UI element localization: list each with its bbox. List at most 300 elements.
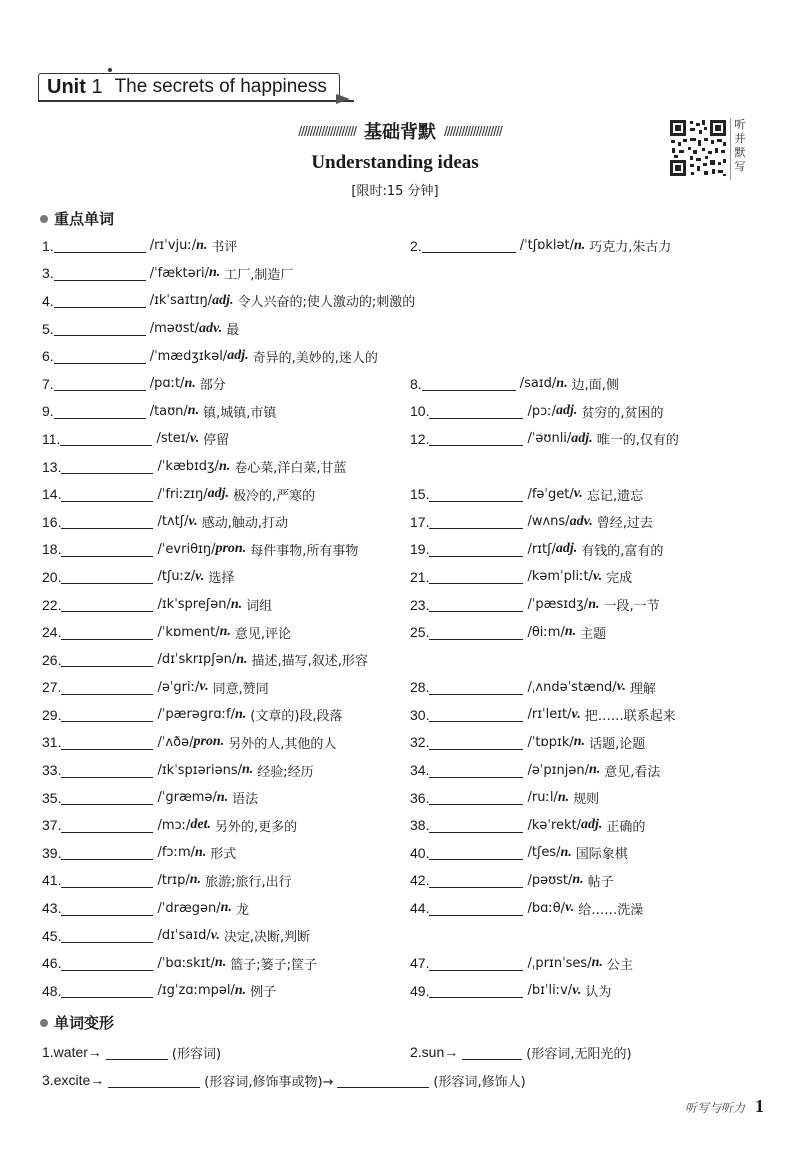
- part-of-speech: n.: [557, 789, 570, 805]
- meaning: (文章的)段,段落: [250, 709, 343, 725]
- item-number: 11.: [42, 430, 61, 447]
- meaning: 意见,评论: [234, 626, 292, 642]
- phonetic: /ˈgræmə/: [157, 790, 217, 806]
- phonetic: /dɪˈsaɪd/: [157, 928, 211, 944]
- answer-blank[interactable]: [429, 487, 523, 502]
- part-of-speech: v.: [189, 430, 200, 446]
- vocab-entry: [410, 563, 632, 591]
- phonetic: /ˈkɒment/: [157, 624, 220, 640]
- phonetic: /ˈʌðə/: [157, 734, 194, 750]
- time-limit: [限时:15 分钟]: [351, 184, 439, 199]
- phonetic: /pəʊst/: [527, 872, 573, 888]
- vocab-entry: [410, 784, 599, 812]
- vocab-entry: [42, 977, 276, 1005]
- item-number: 31.: [42, 734, 62, 751]
- item-number: 3.: [42, 265, 54, 282]
- meaning: 另外的人,其他的人: [228, 736, 337, 752]
- vocab-entry: [42, 839, 236, 867]
- phonetic: /trɪp/: [157, 872, 190, 888]
- meaning: 贫穷的,贫困的: [581, 405, 664, 421]
- vocab-entry: [410, 949, 633, 977]
- answer-blank[interactable]: [61, 487, 153, 502]
- part-of-speech: adj.: [555, 541, 578, 557]
- vocab-entry: [410, 729, 645, 757]
- vocab-row: [0, 922, 800, 950]
- answer-blank[interactable]: [61, 707, 153, 722]
- answer-blank[interactable]: [61, 763, 153, 778]
- answer-blank[interactable]: [61, 514, 153, 529]
- word-form-prefix: 3.excite→: [42, 1072, 105, 1088]
- vocab-entry: [410, 480, 643, 508]
- vocab-row: [0, 563, 800, 591]
- answer-blank[interactable]: [429, 845, 523, 860]
- meaning: 描述,描写,叙述,形容: [251, 654, 368, 670]
- answer-blank[interactable]: [54, 404, 146, 419]
- part-of-speech: n.: [560, 844, 572, 860]
- phonetic: /θiːm/: [527, 624, 565, 640]
- vocab-entry: [410, 398, 664, 426]
- vocab-entry: [42, 398, 276, 426]
- part-of-speech: adj.: [207, 486, 229, 502]
- word-form-item-1: [42, 1043, 221, 1062]
- meaning: 极冷的,严寒的: [233, 488, 316, 504]
- item-number: 36.: [410, 789, 430, 806]
- vocab-row: [0, 867, 800, 895]
- qr-side-char: 并: [734, 132, 746, 145]
- item-number: 45.: [42, 927, 62, 944]
- part-of-speech: v.: [565, 900, 575, 916]
- answer-blank[interactable]: [61, 569, 153, 584]
- answer-blank[interactable]: [429, 763, 523, 778]
- part-of-speech: det.: [190, 817, 212, 833]
- unit-underline: [38, 100, 354, 102]
- answer-blank[interactable]: [429, 514, 523, 529]
- phonetic: /ɪkˈspɪəriəns/: [157, 762, 242, 778]
- answer-blank[interactable]: [54, 266, 146, 281]
- answer-blank[interactable]: [429, 901, 523, 916]
- meaning: 给……洗澡: [578, 902, 644, 918]
- answer-blank[interactable]: [54, 349, 146, 364]
- meaning: 规则: [573, 792, 600, 808]
- part-of-speech: n.: [208, 265, 221, 281]
- bullet-dot-icon: [40, 1019, 48, 1027]
- item-number: 14.: [42, 486, 62, 503]
- answer-blank[interactable]: [61, 845, 153, 860]
- word-form-prefix: 1.water→: [42, 1044, 102, 1060]
- item-number: 40.: [410, 844, 430, 861]
- part-of-speech: n.: [187, 403, 200, 419]
- vocab-entry: [410, 756, 660, 784]
- vocab-entry: [410, 701, 676, 729]
- meaning: 完成: [606, 571, 633, 587]
- answer-blank[interactable]: [429, 790, 523, 805]
- item-number: 35.: [42, 789, 62, 806]
- part-of-speech: n.: [214, 955, 227, 971]
- part-of-speech: n.: [218, 458, 231, 474]
- part-of-speech: n.: [195, 844, 207, 860]
- answer-blank[interactable]: [61, 680, 153, 695]
- vocab-row: [0, 839, 800, 867]
- item-number: 7.: [42, 375, 54, 392]
- answer-blank[interactable]: [422, 376, 516, 391]
- word-form-hint: (形容词,无阳光的): [526, 1046, 632, 1062]
- answer-blank[interactable]: [61, 597, 153, 612]
- item-number: 30.: [410, 706, 430, 723]
- vocab-entry: [42, 618, 291, 646]
- phonetic: /ɪkˈsaɪtɪŋ/: [149, 293, 213, 309]
- vocab-row: [0, 287, 800, 315]
- answer-blank[interactable]: [61, 873, 153, 888]
- answer-blank[interactable]: [429, 597, 523, 612]
- answer-blank[interactable]: [61, 983, 153, 998]
- qr-side-char: 默: [734, 146, 746, 159]
- part-of-speech: adj.: [556, 403, 578, 419]
- part-of-speech: adv.: [199, 320, 223, 336]
- phonetic: /məʊst/: [149, 321, 200, 337]
- answer-blank[interactable]: [61, 735, 153, 750]
- answer-blank[interactable]: [429, 625, 523, 640]
- phonetic: /wʌns/: [527, 514, 570, 530]
- category-key-words: [40, 208, 114, 229]
- item-number: 26.: [42, 651, 62, 668]
- answer-blank[interactable]: [54, 321, 146, 336]
- word-forms-list: [42, 1038, 762, 1094]
- phonetic: /steɪ/: [156, 431, 190, 447]
- unit-arrow-icon: [336, 94, 350, 104]
- meaning: 停留: [203, 433, 230, 449]
- meaning: 经验;经历: [257, 764, 314, 780]
- part-of-speech: v.: [199, 679, 209, 695]
- phonetic: /tʃes/: [527, 845, 561, 861]
- part-of-speech: n.: [572, 872, 584, 888]
- item-number: 23.: [410, 596, 430, 613]
- decor-slashes-right: ////////////////////: [444, 123, 502, 139]
- item-number: 38.: [410, 817, 430, 834]
- phonetic: /saɪd/: [519, 376, 557, 392]
- item-number: 29.: [42, 706, 62, 723]
- meaning: 词组: [246, 599, 273, 615]
- part-of-speech: n.: [196, 237, 208, 253]
- vocab-entry: [42, 784, 258, 812]
- meaning: 帖子: [587, 874, 614, 890]
- answer-blank[interactable]: [429, 983, 523, 998]
- word-form-prefix: 2.sun→: [410, 1044, 459, 1060]
- item-number: 28.: [410, 679, 430, 696]
- meaning: 奇异的,美妙的,迷人的: [252, 350, 378, 366]
- phonetic: /ˈevriθɪŋ/: [157, 541, 216, 557]
- part-of-speech: n.: [588, 762, 601, 778]
- item-number: 10.: [410, 403, 430, 420]
- meaning: 忘记,遗忘: [586, 488, 644, 504]
- phonetic: /fəˈget/: [527, 486, 574, 502]
- phonetic: /ˈtʃɒklət/: [519, 238, 574, 254]
- meaning: 选择: [208, 571, 235, 587]
- vocab-entry: [42, 287, 415, 315]
- word-form-hint: (形容词,修饰事或物)→: [204, 1074, 334, 1090]
- meaning: 主题: [580, 626, 607, 642]
- answer-blank[interactable]: [429, 569, 523, 584]
- meaning: 话题,论题: [589, 736, 646, 752]
- phonetic: /taʊn/: [149, 403, 188, 419]
- vocab-row: [0, 784, 800, 812]
- answer-blank[interactable]: [429, 542, 523, 557]
- answer-blank[interactable]: [61, 956, 153, 971]
- vocab-entry: [410, 894, 643, 922]
- part-of-speech: adj.: [571, 430, 593, 446]
- part-of-speech: pron.: [193, 734, 225, 750]
- item-number: 2.: [410, 237, 422, 254]
- unit-header: [38, 70, 340, 104]
- vocab-entry: [42, 756, 314, 784]
- vocab-row: [0, 453, 800, 481]
- vocab-entry: [410, 618, 606, 646]
- answer-blank[interactable]: [61, 542, 153, 557]
- vocab-entry: [42, 811, 297, 839]
- meaning: 形式: [210, 847, 237, 863]
- answer-blank[interactable]: [429, 956, 523, 971]
- item-number: 5.: [42, 320, 54, 337]
- phonetic: /pɑːt/: [149, 376, 185, 392]
- vocab-row: [0, 425, 800, 453]
- meaning: 一段,一节: [603, 599, 660, 615]
- answer-blank[interactable]: [61, 625, 153, 640]
- category-word-forms: [40, 1012, 114, 1033]
- part-of-speech: v.: [195, 568, 205, 584]
- item-number: 21.: [410, 568, 430, 585]
- unit-label: Unit 1: [47, 75, 103, 98]
- answer-blank[interactable]: [429, 873, 523, 888]
- vocab-row: [0, 398, 800, 426]
- page-number: 1: [755, 1096, 764, 1116]
- phonetic: /ˈmædʒɪkəl/: [149, 348, 228, 364]
- vocab-entry: [42, 260, 293, 288]
- vocab-row: [0, 949, 800, 977]
- answer-blank[interactable]: [429, 707, 523, 722]
- answer-blank[interactable]: [61, 818, 153, 833]
- item-number: 49.: [410, 982, 430, 999]
- qr-side-label: [730, 118, 749, 180]
- meaning: 有钱的,富有的: [581, 543, 664, 559]
- phonetic: /rɪtʃ/: [527, 541, 556, 557]
- item-number: 12.: [410, 430, 430, 447]
- part-of-speech: n.: [230, 596, 243, 612]
- phonetic: /ˈfriːzɪŋ/: [157, 486, 208, 502]
- part-of-speech: n.: [216, 789, 229, 805]
- answer-blank[interactable]: [54, 376, 146, 391]
- vocab-row: [0, 646, 800, 674]
- vocab-row: [0, 756, 800, 784]
- part-of-speech: v.: [572, 982, 582, 998]
- answer-blank[interactable]: [422, 238, 516, 253]
- answer-blank[interactable]: [337, 1073, 429, 1088]
- vocab-entry: [410, 508, 653, 536]
- decor-slashes-left: ////////////////////: [298, 123, 356, 139]
- phonetic: /ˌʌndəˈstænd/: [527, 679, 617, 695]
- answer-blank[interactable]: [429, 404, 523, 419]
- phonetic: /ruːl/: [527, 790, 558, 806]
- phonetic: /ˈbɑːskɪt/: [157, 955, 215, 971]
- vocab-row: [0, 894, 800, 922]
- answer-blank[interactable]: [429, 818, 523, 833]
- item-number: 18.: [42, 541, 62, 558]
- answer-blank[interactable]: [61, 928, 153, 943]
- vocab-row: [0, 232, 800, 260]
- item-number: 34.: [410, 762, 430, 779]
- vocab-entry: [42, 536, 358, 564]
- vocab-entry: [42, 701, 343, 729]
- item-number: 46.: [42, 955, 62, 972]
- answer-blank[interactable]: [61, 790, 153, 805]
- item-number: 37.: [42, 817, 62, 834]
- part-of-speech: v.: [188, 513, 198, 529]
- subtitle: Understanding ideas: [311, 152, 479, 173]
- vocab-entry: [410, 425, 679, 453]
- part-of-speech: v.: [573, 486, 583, 502]
- part-of-speech: v.: [592, 568, 603, 584]
- phonetic: /ˈpæsɪdʒ/: [527, 597, 589, 613]
- phonetic: /tʃuːz/: [157, 569, 196, 585]
- part-of-speech: n.: [588, 596, 600, 612]
- item-number: 16.: [42, 513, 62, 530]
- meaning: 卷心菜,洋白菜,甘蓝: [234, 461, 347, 477]
- phonetic: /ˈdrægən/: [157, 900, 221, 916]
- phonetic: /ˈəʊnli/: [527, 431, 572, 447]
- word-form-item-2: [410, 1043, 632, 1062]
- vocab-row: [0, 508, 800, 536]
- phonetic: /kəˈrekt/: [527, 817, 582, 833]
- item-number: 47.: [410, 955, 430, 972]
- vocab-entry: [410, 811, 645, 839]
- phonetic: /ˈpærəgrɑːf/: [157, 707, 235, 723]
- answer-blank[interactable]: [462, 1045, 522, 1060]
- item-number: 4.: [42, 292, 54, 309]
- answer-blank[interactable]: [429, 735, 523, 750]
- vocab-entry: [410, 232, 671, 260]
- meaning: 工厂,制造厂: [224, 267, 294, 283]
- word-form-item-3: [42, 1071, 526, 1090]
- meaning: 例子: [250, 985, 277, 1001]
- category-key-words-label: 重点单词: [54, 210, 115, 228]
- meaning: 意见,看法: [604, 764, 661, 780]
- item-number: 43.: [42, 900, 62, 917]
- meaning: 最: [226, 323, 240, 339]
- word-form-line: [42, 1066, 762, 1094]
- qr-code-icon[interactable]: [668, 118, 728, 178]
- item-number: 8.: [410, 375, 422, 392]
- vocab-entry: [42, 922, 310, 950]
- vocab-entry: [42, 480, 315, 508]
- part-of-speech: adj.: [212, 292, 234, 308]
- phonetic: /ɪkˈspreʃən/: [157, 597, 231, 613]
- vocab-entry: [42, 591, 272, 619]
- part-of-speech: n.: [234, 982, 247, 998]
- part-of-speech: n.: [236, 651, 248, 667]
- vocab-entry: [42, 425, 229, 453]
- answer-blank[interactable]: [60, 431, 152, 446]
- meaning: 认为: [585, 985, 612, 1001]
- phonetic: /mɔː/: [157, 817, 191, 833]
- answer-blank[interactable]: [61, 459, 153, 474]
- phonetic: /ˈtɒpɪk/: [527, 734, 574, 750]
- vocab-row: [0, 480, 800, 508]
- meaning: 决定,决断,判断: [223, 930, 311, 946]
- section-title-text: 基础背默: [364, 122, 436, 143]
- item-number: 25.: [410, 624, 430, 641]
- qr-side-char: 听: [734, 118, 746, 131]
- meaning: 唯一的,仅有的: [596, 433, 679, 449]
- meaning: 把……联系起来: [584, 709, 676, 725]
- phonetic: /ˌprɪnˈses/: [527, 955, 592, 971]
- meaning: 边,面,侧: [571, 378, 619, 394]
- part-of-speech: n.: [241, 762, 254, 778]
- item-number: 20.: [42, 568, 62, 585]
- category-word-forms-label: 单词变形: [54, 1014, 115, 1032]
- bullet-dot-icon: [40, 215, 48, 223]
- meaning: 书评: [211, 240, 238, 256]
- part-of-speech: v.: [616, 679, 626, 695]
- meaning: 部分: [199, 378, 226, 394]
- vocab-row: [0, 370, 800, 398]
- vocab-row: [0, 342, 800, 370]
- meaning: 国际象棋: [575, 847, 628, 863]
- item-number: 32.: [410, 734, 430, 751]
- answer-blank[interactable]: [429, 680, 523, 695]
- meaning: 正确的: [606, 819, 646, 835]
- vocab-row: [0, 591, 800, 619]
- answer-blank[interactable]: [54, 293, 146, 308]
- vocab-list: [0, 232, 800, 1005]
- vocab-row: [0, 701, 800, 729]
- vocab-entry: [42, 867, 292, 895]
- vocab-row: [0, 260, 800, 288]
- vocab-entry: [410, 370, 619, 398]
- part-of-speech: n.: [556, 375, 568, 391]
- vocab-entry: [410, 977, 611, 1005]
- item-number: 15.: [410, 486, 430, 503]
- vocab-entry: [42, 894, 249, 922]
- answer-blank[interactable]: [108, 1073, 200, 1088]
- vocab-row: [0, 674, 800, 702]
- answer-blank[interactable]: [106, 1045, 168, 1060]
- part-of-speech: n.: [219, 624, 231, 640]
- vocab-row: [0, 977, 800, 1005]
- unit-box: [38, 73, 340, 102]
- item-number: 41.: [42, 872, 62, 889]
- answer-blank[interactable]: [429, 431, 523, 446]
- page-footer: [685, 1096, 764, 1117]
- phonetic: /əˈpɪnjən/: [527, 762, 589, 778]
- part-of-speech: v.: [210, 927, 220, 943]
- vocab-entry: [410, 674, 656, 702]
- footer-book-title: 听写与听力: [684, 1101, 745, 1115]
- item-number: 6.: [42, 348, 54, 365]
- part-of-speech: pron.: [215, 541, 247, 557]
- vocab-row: [0, 315, 800, 343]
- item-number: 24.: [42, 624, 62, 641]
- answer-blank[interactable]: [61, 652, 153, 667]
- vocab-entry: [42, 646, 368, 674]
- item-number: 1.: [42, 237, 54, 254]
- vocab-entry: [42, 232, 237, 260]
- meaning: 语法: [232, 792, 259, 808]
- part-of-speech: n.: [189, 872, 202, 888]
- part-of-speech: n.: [234, 706, 247, 722]
- vocab-entry: [42, 370, 226, 398]
- answer-blank[interactable]: [54, 238, 146, 253]
- item-number: 9.: [42, 403, 54, 420]
- item-number: 17.: [410, 513, 430, 530]
- answer-blank[interactable]: [61, 901, 153, 916]
